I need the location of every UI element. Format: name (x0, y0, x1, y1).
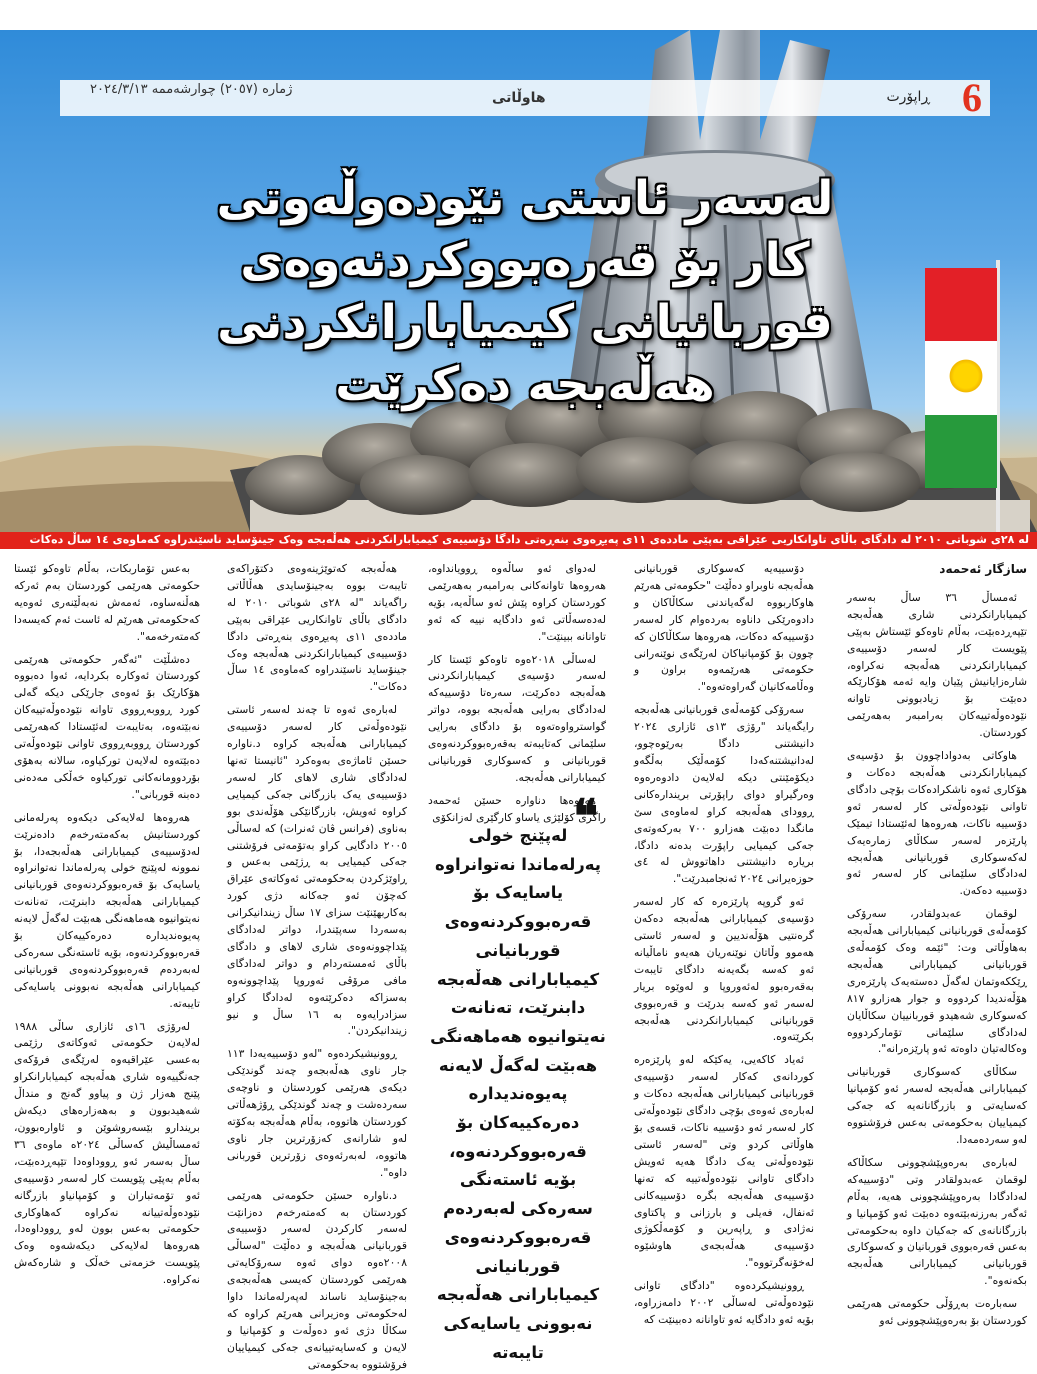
paragraph: لەبارەی ئەوە تا چەند لەسەر ئاستی نێودەوڵەتی کار لەسەر دۆسییەی کیمیابارانی هەڵەبجە کراوە د.ناوارە حسێن ئاماژەی بەوەکرد "ئانیستا تەنها لەدادگای شاری لاهای کار لەسەر دۆسییەی یەک بازرگانی جەکی کیمیایی کراوە ئەویش، بازرگانێکی هۆڵەندی بوو بەناوی (فرانس ڤان ئەنرات) کە لەساڵی ٢٠٠٥ دادگایی کراو بەتۆمەتی فرۆشتنی جەکی کیمیایی بە ڕژێمی بەعس و ڕاوێژکردن بەحکومەتی ئەوکاتەی عێراق کەچۆن ئەو جەکانە دژی کورد بەکاربهێنێت سزای ١٧ ساڵ زیندانیکرانی بەسەردا سەپێندرا، دواتر لەدادگای پێداچوونەوەی شاری لاهای و دادگای باڵای ئەمستەردام و دواتر لەدادگای مافی مرۆڤی ئەوروپا پێداچوونەوە بەسزاکە دەکرێتەوە لەدادگا کراو سزادرایەوە بە ١٦ ساڵ و نیو زیندانیکردن". (227, 703, 407, 1038)
quote-icon: ❝ (573, 789, 598, 843)
newspaper-logo: هاوڵاتی (492, 90, 546, 106)
paragraph: لەرۆژی ١٦ی ئازاری ساڵی ١٩٨٨ لەلایەن حکومەتی ئەوکاتەی رژێمی بەعسی عێراقیەوە لەرێگەی فرۆکەی جەنگییەوە شاری هەڵەبجە کیمیابارانکراو پێنج هەزار ژن و پیاوو گەنج و منداڵ شەهیدبوون و بەهەزارەهای دیکەش بریندارو بێسەروشوێن و ئاوارەبوون، ئەمساڵیش کەساڵی ٢٠٢٤ە ماوەی ٣٦ ساڵ بەسەر ئەو ڕووداوەدا تێپەڕدەبێت، بەڵام بەپێی پێویست کار لەسەر دۆسییەی ئەو تۆمەتباران و کۆمپانیاو بازرگانە نێودەوڵەتییانە نەکراوە کەهاوکاری حکومەتی بەعس بوون لەو ڕووداوەدا، هەروەها لەلایەکی دیکەشەوە وەک پێویست خزمەتی خەڵک و شارەکەش نەکراوە. (14, 1019, 200, 1287)
photo-caption: لە ٢٨ی شوباتی ٢٠١٠ لە دادگای باڵای تاوانکاریی عێراقی بەپێی ماددەی ١١ی پەیڕەوی بنەڕەتی دادگا دۆسییەی کیمیابارانکردنی هەڵەبجە وەک جینۆساید ناسێندراوە کەماوەی ١٤ ساڵ دەکات (29, 533, 1029, 546)
headline-line: قوربانیانی کیمیابارانکردنی (217, 295, 833, 350)
paragraph: هەروەها دناوارە حسێن ئەحمەد راگری کۆلێژی یاساو کارگێری لەزانکۆی (428, 793, 606, 824)
headline-line: کار بۆ قەرەبووکردنەوەی (240, 233, 810, 288)
headline (130, 168, 920, 416)
paragraph: بەعس تۆماربکات، بەڵام تاوەکو ئێستا حکومەتی هەرێمی کوردستان بەم ئەرکە هەڵنەساوە، ئەمەش نەبەڵێنەری ئەوەیە کەحکومەتی هەرێم لە ئاست ئەم کەیسەدا کەمتەرخەمە". (14, 562, 200, 643)
paragraph: لەبارەی بەرەوپێشچوونی سکاڵاکە لوقمان عەبدولقادر وتی "دۆسییەکە لەدادگادا بەرەوپێشچوونی هەیە، بەڵام ئەگەر بەرزنەبێتەوە دەبێت ئەو کۆمپانیا و بازرگانانەی کە جەکیان داوە بەحکومەتی بەعس قەرەبووی قوربانیان و کەسوکاری قوربانیانی کیمیابارانی هەڵەبجە بکەنەوە". (847, 1155, 1027, 1288)
issue-info: ژمارە (٢٠٥٧) چوارشەممە ٢٠٢٤/٣/١٣ (90, 82, 293, 97)
page-header (60, 75, 990, 120)
article-column-3 (428, 561, 606, 824)
paragraph: دەشڵێت "ئەگەر حکومەتی هەرێمی کوردستان ئەوکارە بکردایە، ئەوا دەبووە هۆکارێک بۆ ئەوەی جارێکی دیکە گەلی کورد ڕووبەڕووی تاوانە نێودەوڵەتییەکان نەبێتەوە، بەتایبەت لەئێستادا کەهەرێمی کوردستان ڕووبەڕووی تاوانی نێودەوڵەتی دەبێتەوە لەلایەن تورکیاوە، سالانە بەهۆی بۆردوومانەکانی تورکیاوە خەڵکی مەدەنی دەبنە قوربانی". (14, 652, 200, 801)
paragraph: هەروەها لەلایەکی دیکەوە پەرلەمانی کوردستانیش بەکەمتەرخەم دادەنرێت لەدۆسییەی کیمیابارانی هەڵەبجەدا، بۆ نموونە لەپێنج خولی پەرلەماندا نەتوانراوە یاسایەک بۆ قەرەبووکردنەوەی قوربانیانی کیمیابارانی هەڵەبجە دابنرێت، تەنانەت نەیتوانیوە هەماهەنگی هەبێت لەگەڵ لایەنە پەیوەندیدارە دەرەکییەکان بۆ قەرەبووکردنەوە، بۆیە ئاستەنگی سەرەکی لەبەردەم قەرەبووکردنەوەی قوربانیانی کیمیابارانی هەڵەبجە نەبوونی یاسایەکی تایبەتە. (14, 810, 200, 1010)
paragraph: لەدوای ئەو ساڵەوە ڕوویانداوە، هەروەها تاوانەکانی بەرامبەر بەهەرێمی کوردستان کراوە پێش ئەو ساڵەیە، بۆیە لەدەسەڵاتی ئەو دادگایە نییە کە ئەو تاوانانە ببینێت". (428, 562, 606, 643)
hero-photo (0, 30, 1037, 532)
paragraph: هەڵەبجە کەتوێژینەوەی دکتۆراکەی تایبەت بووە بەجینۆسایدی هەڵاڵاتی راگەیاند "لە ٢٨ی شوباتی ٢٠١٠ لە دادگای باڵای تاوانکاریی عێراقی بەپێی ماددەی ١١ی پەیڕەوی بنەڕەتی دادگا دۆسییەی کیمیابارانکردنی هەڵەبجە وەک جینۆساید ناسێندراوە کەماوەی ١٤ ساڵ دەکات". (227, 562, 408, 694)
article-column-2 (634, 561, 814, 1326)
sun-icon (947, 357, 985, 395)
paragraph: سەبارەت بەڕۆڵی حکومەتی هەرێمی کوردستان بۆ بەرەوپێشچوونی ئەو (847, 1297, 1027, 1328)
article-column-1 (847, 561, 1027, 1328)
headline-line: لەسەر ئاستی نێودەوڵەوتی (216, 171, 834, 226)
article-column-4 (227, 561, 408, 1371)
paragraph: لوقمان عەبدولقادر، سەرۆکی کۆمەڵەی قوربانیانی کیمیابارانی هەڵەبجە بەهاوڵاتی وت: "ئێمە وەک کۆمەڵەی قوربانیانی کیمیابارانی هەڵەبجە ڕێککەوتمان لەگەڵ دەستەیەک پارێزەری هۆڵەندیدا کردووە و جوار هەزارو ٨١٧ کەسوکاری شەهیدو قوربانییان سکاڵایان لەدادگای سلێمانی تۆمارکردووە وەکالەتیان داوەتە ئەو پارێزەرانە". (847, 907, 1027, 1056)
headline-line: هەڵەبجە دەکرێت (335, 357, 715, 412)
kurdistan-flag (925, 268, 997, 488)
photo-caption-bar (0, 532, 1037, 549)
section-label: ڕاپۆرت (886, 89, 930, 105)
pull-quote-text: لەپێنج خولی پەرلەماندا نەتوانراوە یاسایەک بۆ قەرەبووکردنەوەی قوربانیانی کیمیابارانی هەڵەبجە دابنرێت، تەنانەت نەیتوانیوە هەماهەنگی هەبێت لەگەڵ لایەنە پەیوەندیدارە دەرەکییەکان بۆ قەرەبووکردنەوە، بۆیە ئاستەنگی سەرەکی لەبەردەم قەرەبووکردنەوەی قوربانیانی کیمیابارانی هەڵەبجە نەبوونی یاسایەکی تایبەتە (430, 826, 606, 1362)
byline: سازگار ئەحمەد (939, 562, 1027, 576)
paragraph: ئەو گروپە پارێزەرە کە کار لەسەر دۆسیەی کیمیابارانی هەڵەبجە دەکەن گرەنتیی هۆڵەندیین و لەسەر ئاستی هەموو وڵاتان نوێنەریان هەیەو ناماڵیانە ئەو کەسە بگەیەنە دادگای تایبەت بەقەرەبوو لەئەوروپا و لەوێوە بریار لەسەر ئەو کەسە بدرێت و قەرەبووی قوربانیانی کیمیابارانکردنی هەڵەبجە بکرێتەوە. (634, 895, 814, 1044)
paragraph: لەساڵی ٢٠١٨ەوە تاوەکو ئێستا کار لەسەر دۆسیەی کیمیابارانکردنی هەڵەبجە دەکرێت، سەرەتا دۆسییەکە لەدادگای بەرایی هەڵەبجە بووە، دواتر گواسترواوەتەوە بۆ دادگای بەرایی سلێمانی کەتایبەتە بەقەرەبووکردنەوەی قوربانیانی و کەسوکاری قوربانیانی کیمیابارانی هەڵەبجە. (428, 652, 606, 784)
paragraph: سەرۆکی کۆمەڵەی قوربانیانی هەڵەبجە رایگەیاند "رۆژی ١٣ی ئازاری ٢٠٢٤ دانیشتنی دادگا بەرێوەچوو، لەدانیشتنەکەدا کۆمەڵێک بەڵگەو دیکۆمێنتی دیکە لەلایەن دادوەرەوە وەرگیراو دوای راپۆرتی بریندارەکانی ڕوودای هەڵەبجە کراو لەماوەی سێ مانگدا دەبێت هەزارو ٧٠٠ بەرکەوتەی جەکی کیمیایی راپۆرت بدەنە دادگا، بریارە دانیشتنی داهاتووش لە ٤ی حوزەیرانی ٢٠٢٤ ئەنجامبدرێت". (634, 703, 814, 886)
paragraph: ڕوونیشیکردەوە "دادگای تاوانی نێودەوڵەتی لەساڵی ٢٠٠٢ دامەزراوە، بۆیە ئەو دادگایە ئەو تاوانانە دەبینێت کە (634, 1279, 814, 1326)
article-column-5 (14, 561, 200, 1287)
paragraph: هاوکاتی بەدواداچوون بۆ دۆسیەی کیمیابارانکردنی هەڵەبجە دەکات و هۆکاری ئەوە ناشکرادەکات بۆچی دادگای تاوانی نێودەوڵەتی کار لەسەر ئەو دۆسییە ناکات، هەروەها لەئێستادا تیمێک پارێزەر لەسەر سکاڵای زمارەیەک لەکەسوکاری قوربانیانی هەڵەبجە لەدادگای سلێمانی کار لەسەر ئەو دۆسییە دەکەن. (847, 749, 1027, 898)
paragraph: د.ناوارە حسێن حکومەتی هەرێمی کوردستان بە کەمتەرخەم دەزانێت لەسەر کارکردن لەسەر دۆسییەی قوربانیانی هەڵەبجە و دەڵێت "لەساڵی ٢٠٠٨ەوە دوای ئەوە سەرۆکایەتی هەرێمی کوردستان کەیسی هەڵەبجەی بەجینۆساید ناساند لەپەرلەماندا داوا لەحکومەتی وەزیرانی هەرێم کراوە کە سکاڵا دژی ئەو دەوڵەت و کۆمپانیا و لایەن و کەسایەتییانەی جەکی کیمیاییان فرۆشتووە بەحکومەتی (227, 1188, 407, 1371)
paragraph: ئەیاد کاکەیی، یەکێکە لەو پارێزەرە کوردانەی کەکار لەسەر دۆسییەی قوربانیانی کیمیابارانی هەڵەبجە دەکات و لەبارەی ئەوەی بۆچی دادگای نێودەوڵەتی کار لەسەر ئەو دۆسییە ناکات، قسەی بۆ هاوڵاتی کردو وتی "لەسەر ئاستی نێودەوڵەتی یەک دادگا هەیە ئەویش دادگای تاوانی نێودەوڵەتییە کە تەنها دۆسییەی هەڵەبجە بگرە دۆسییەکانی ئەنفال، فەیلی و بارزانی و پاکتاوی نەژادی و ڕاپەرین و کۆمەڵکوژی دۆسییەی هەڵەبجەی هاوشێوە لەخۆنەگرتووە". (634, 1053, 814, 1270)
paragraph: سکاڵای کەسوکاری قوربانیانی کیمیابارانی هەڵەبجە لەسەر ئەو کۆمپانیا کەسایەتی و بازرگانانەیە کە جەکی کیمیاییان بەحکومەتی بەعس فرۆشتووە لەو سەردەمەدا. (847, 1065, 1027, 1146)
paragraph: ئەمساڵ ٣٦ ساڵ بەسەر کیمیابارانکردنی شاری هەڵەبجە تێپەڕدەبێت، بەڵام تاوەکو ئێستاش بەپێی پێویست کار لەسەر دۆسییەی کیمیابارانکردنی هەڵەبجە نەکراوە، شارەزایانیش پێیان وایە ئەمە هۆکارێکە دەبێت بۆ زیادبوونی تاوانە نێودەوڵەتییەکان بەرامبەر بەهەرێمی کوردستان. (847, 590, 1027, 740)
paragraph: دۆسییەیە کەسوکاری قوربانیانی هەڵەبجە ناوبراو دەڵێت "حکومەتی هەرێم هاوکاربووە لەگەیاندنی سکاڵاکان و دادوەرێکی داناوە بەردەوام کار لەسەر دۆسییەکە دەکات، هەروەها سکاڵاکان کە چوون بۆ کۆمپانیاکان لەرێگەی نوێنەرانی حکومەتی هەرێمەوە براون و وەڵامەکانیان گەراوەتەوە". (634, 562, 814, 694)
paragraph: ڕوونیشیکردەوە "لەو دۆسییەیەدا ١١٣ جار ناوی هەڵەبجەو چەند گوندێکی دیکەی هەرێمی کوردستان و ناوچەی سەردەشت و چەند گوندێکی ڕۆژهەڵاتی کوردستان هاتووە، بەڵام هەڵەبجە بەکۆتە لەو شارانەی کەزۆرترین جار ناوی هاتووە، لەبەرئەوەی زۆرترین قوربانی داوە". (227, 1047, 407, 1179)
pull-quote (430, 789, 606, 1362)
page-number: 6 (962, 75, 982, 120)
